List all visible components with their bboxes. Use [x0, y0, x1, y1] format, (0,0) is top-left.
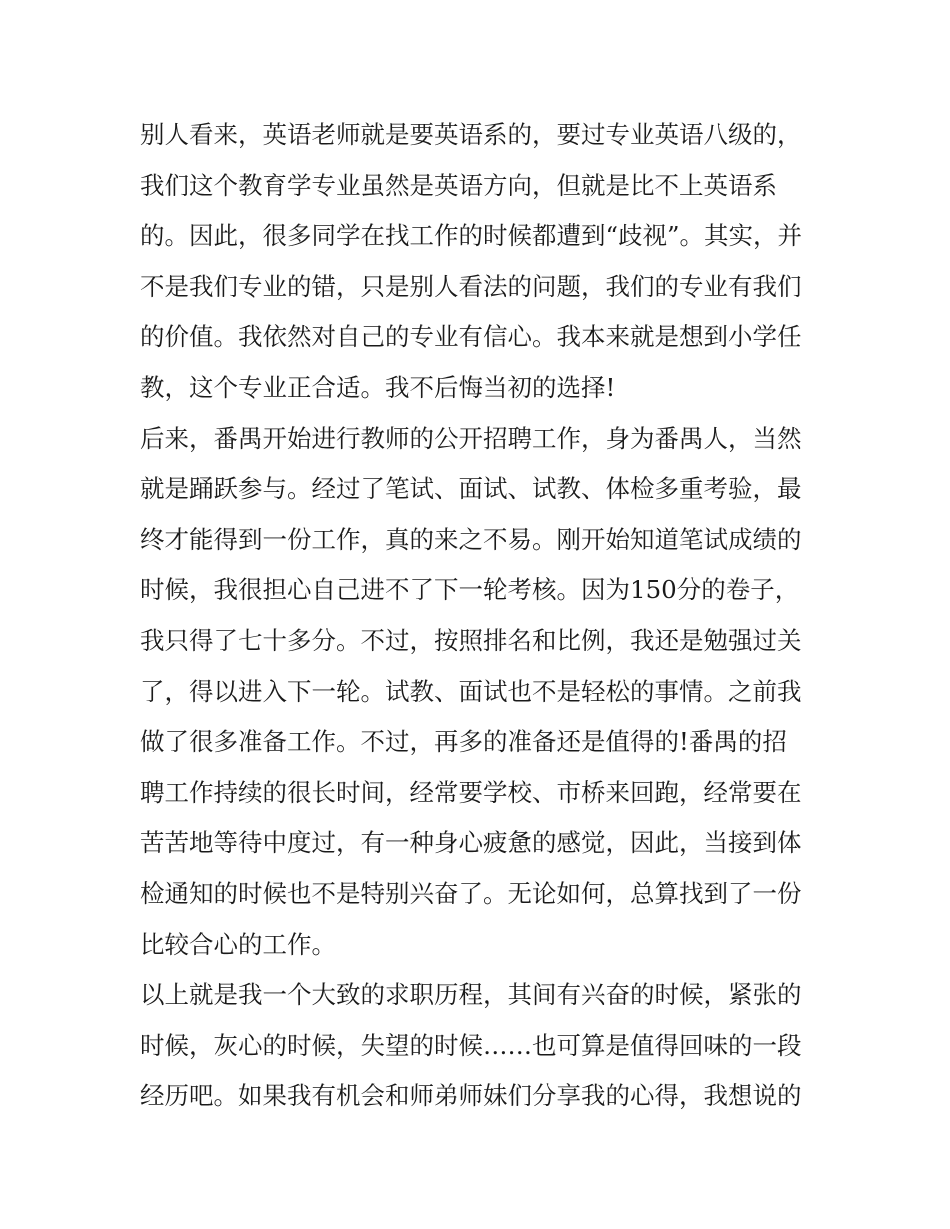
text-line: 时候，我很担心自己进不了下一轮考核。因为150分的卷子，: [140, 575, 800, 605]
text-line: 时候，灰心的时候，失望的时候……也可算是值得回味的一段: [140, 1030, 802, 1060]
text-line: 别人看来，英语老师就是要英语系的，要过专业英语八级的，: [140, 120, 802, 149]
text-line: 聘工作持续的很长时间，经常要学校、市桥来回跑，经常要在: [140, 777, 802, 807]
text-line: 以上就是我一个大致的求职历程，其间有兴奋的时候，紧张的: [140, 980, 802, 1010]
text-line: 后来，番禺开始进行教师的公开招聘工作，身为番禺人，当然: [140, 423, 802, 453]
text-line: 比较合心的工作。: [140, 929, 336, 959]
document-body-text: [140, 110, 820, 1122]
text-line: 检通知的时候也不是特别兴奋了。无论如何，总算找到了一份: [140, 878, 802, 908]
text-line: 的。因此，很多同学在找工作的时候都遭到“歧视”。其实，并: [140, 221, 803, 251]
text-line: 做了很多准备工作。不过，再多的准备还是值得的!番禺的招: [140, 727, 787, 757]
text-line: 苦苦地等待中度过，有一种身心疲惫的感觉，因此，当接到体: [140, 828, 802, 858]
text-line: 了，得以进入下一轮。试教、面试也不是轻松的事情。之前我: [140, 676, 802, 706]
text-line: 我只得了七十多分。不过，按照排名和比例，我还是勉强过关: [140, 625, 802, 655]
text-line: 我们这个教育学专业虽然是英语方向，但就是比不上英语系: [140, 170, 777, 200]
text-line: 的价值。我依然对自己的专业有信心。我本来就是想到小学任: [140, 322, 802, 352]
text-line: 经历吧。如果我有机会和师弟师妹们分享我的心得，我想说的: [140, 1081, 802, 1111]
text-line: 教，这个专业正合适。我不后悔当初的选择!: [140, 372, 616, 402]
text-line: 就是踊跃参与。经过了笔试、面试、试教、体检多重考验，最: [140, 474, 802, 504]
text-line: 不是我们专业的错，只是别人看法的问题，我们的专业有我们: [140, 271, 802, 301]
text-line: 终才能得到一份工作，真的来之不易。刚开始知道笔试成绩的: [140, 524, 802, 554]
